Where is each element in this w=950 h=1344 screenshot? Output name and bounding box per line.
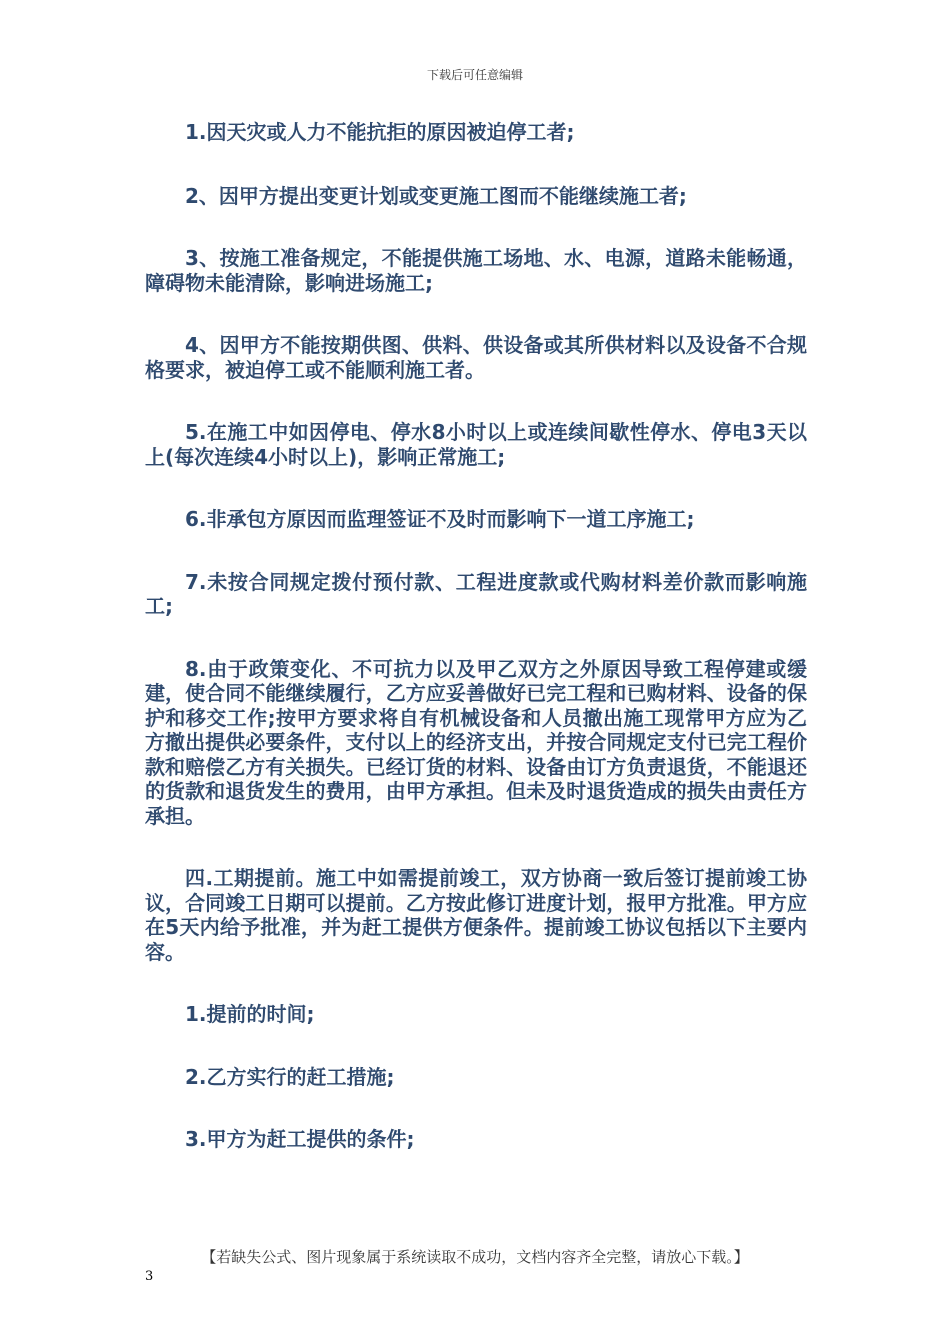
footer-note: 【若缺失公式、图片现象属于系统读取不成功，文档内容齐全完整，请放心下载。】 <box>201 1248 749 1266</box>
paragraph-10: 1.提前的时间; <box>185 1002 315 1026</box>
paragraph-5: 5.在施工中如因停电、停水8小时以上或连续间歇性停水、停电3天以上(每次连续4小时以上)，影响正常施工; <box>145 420 807 469</box>
paragraph-12: 3.甲方为赶工提供的条件; <box>185 1127 415 1151</box>
header-note: 下载后可任意编辑 <box>426 68 523 82</box>
page-number: 3 <box>145 1269 154 1284</box>
paragraph-11: 2.乙方实行的赶工措施; <box>185 1064 395 1089</box>
paragraph-4: 4、因甲方不能按期供图、供料、供设备或其所供材料以及设备不合规格要求，被迫停工或不能顺利施工者。 <box>145 333 807 382</box>
paragraph-3: 3、按施工准备规定，不能提供施工场地、水、电源，道路未能畅通，障碍物未能清除，影响进场施工; <box>145 246 807 295</box>
paragraph-7: 7.未按合同规定拨付预付款、工程进度款或代购材料差价款而影响施工; <box>145 569 807 618</box>
paragraph-6: 6.非承包方原因而监理签证不及时而影响下一道工序施工; <box>185 507 695 531</box>
paragraph-1: 1.因天灾或人力不能抗拒的原因被迫停工者; <box>185 120 575 144</box>
paragraph-8: 8.由于政策变化、不可抗力以及甲乙双方之外原因导致工程停建或缓建，使合同不能继续履行，乙方应妥善做好已完工程和已购材料、设备的保护和移交工作;按甲方要求将自有机械设备和人员撤出施工现常甲方应为乙方撤出提供必要条件，支付以上的经济支出，并按合同规定支付已完工程价款和赔偿乙方有关损失。已经订货的材料、设备由订方负责退货，不能退还的货款和退货发生的费用，由甲方承担。但未及时退货造成的损失由责任方承担。 <box>145 656 807 828</box>
paragraph-2: 2、因甲方提出变更计划或变更施工图而不能继续施工者; <box>185 183 687 208</box>
document-body <box>145 120 807 1152</box>
paragraph-9: 四.工期提前。施工中如需提前竣工，双方协商一致后签订提前竣工协议，合同竣工日期可以提前。乙方按此修订进度计划，报甲方批准。甲方应在5天内给予批准，并为赶工提供方便条件。提前竣工协议包括以下主要内容。 <box>145 866 807 964</box>
